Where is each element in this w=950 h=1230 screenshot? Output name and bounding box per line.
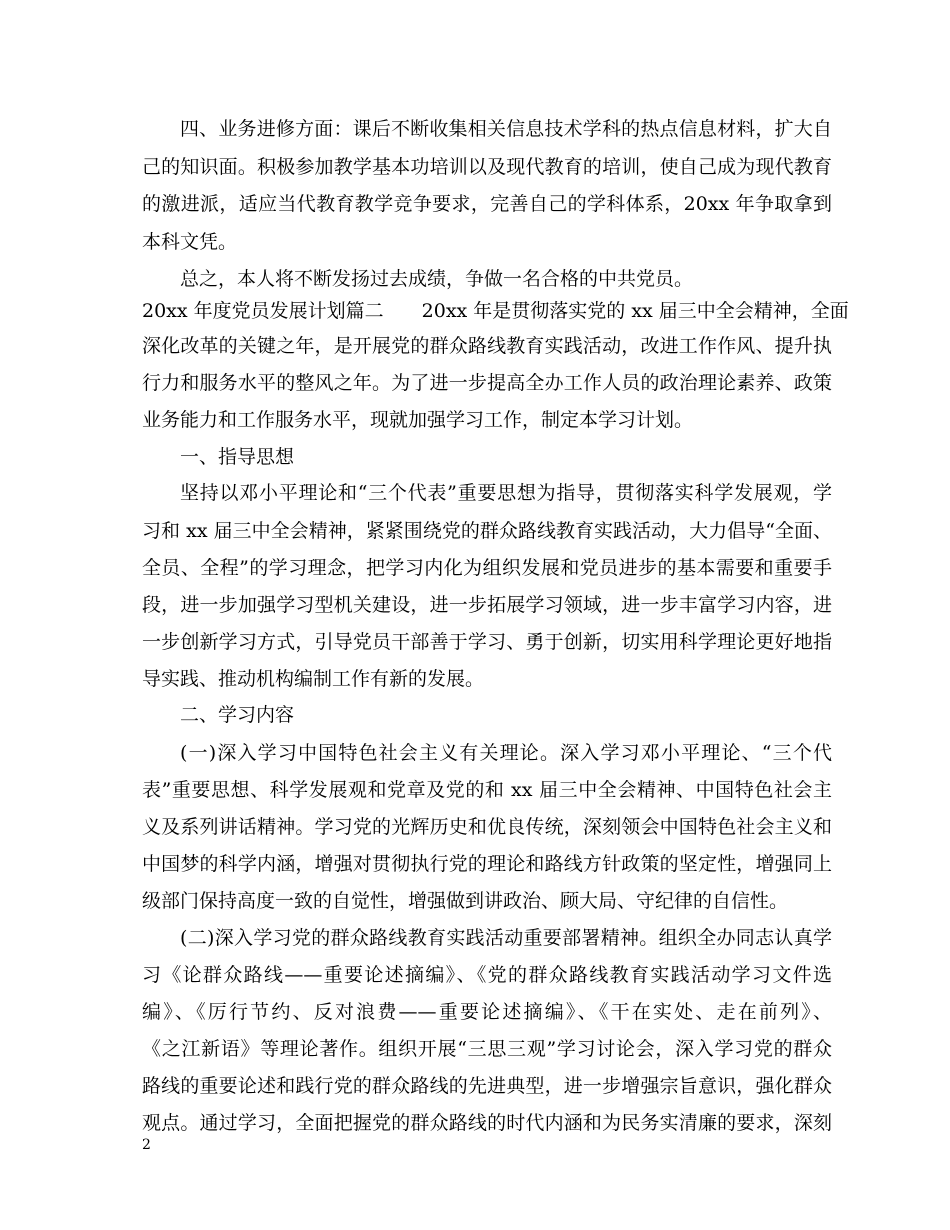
text-line: (一)深入学习中国特色社会主义有关理论。深入学习邓小平理论、“三个代 <box>180 742 832 764</box>
section-heading: 一、指导思想 <box>180 446 295 468</box>
text-line: 段，进一步加强学习型机关建设，进一步拓展学习领域，进一步丰富学习内容，进 <box>142 594 832 616</box>
text-line: 导实践、推动机构编制工作有新的发展。 <box>142 668 485 690</box>
text-line: 己的知识面。积极参加教学基本功培训以及现代教育的培训，使自己成为现代教育 <box>142 156 832 178</box>
text-line: 四、业务进修方面：课后不断收集相关信息技术学科的热点信息材料，扩大自 <box>180 118 832 140</box>
text-line: 一步创新学习方式，引导党员干部善于学习、勇于创新，切实用科学理论更好地指 <box>142 631 832 653</box>
section-heading: 二、学习内容 <box>180 704 295 726</box>
text-line: 路线的重要论述和践行党的群众路线的先进典型，进一步增强宗旨意识，强化群众 <box>142 1075 832 1097</box>
text-line: 全员、全程”的学习理念，把学习内化为组织发展和党员进步的基本需要和重要手 <box>142 557 832 579</box>
text-line: 表”重要思想、科学发展观和党章及党的和 xx 届三中全会精神、中国特色社会主 <box>142 779 832 801</box>
text-line: (二)深入学习党的群众路线教育实践活动重要部署精神。组织全办同志认真学 <box>180 927 832 949</box>
text-line: 业务能力和工作服务水平，现就加强学习工作，制定本学习计划。 <box>142 409 694 431</box>
text-line: 的激进派，适应当代教育教学竞争要求，完善自己的学科体系，20xx 年争取拿到 <box>142 193 832 215</box>
text-line: 坚持以邓小平理论和“三个代表”重要思想为指导，贯彻落实科学发展观，学 <box>180 482 832 504</box>
text-line: 编》、《厉行节约、反对浪费——重要论述摘编》、《干在实处、走在前列》、 <box>142 1001 832 1023</box>
text-line: 习《论群众路线——重要论述摘编》、《党的群众路线教育实践活动学习文件选 <box>142 964 832 986</box>
text-line: 本科文凭。 <box>142 231 238 253</box>
text-line: 行力和服务水平的整风之年。为了进一步提高全办工作人员的政治理论素养、政策 <box>142 372 832 394</box>
text-line: 总之，本人将不断发扬过去成绩，争做一名合格的中共党员。 <box>180 268 694 290</box>
text-line: 深化改革的关键之年，是开展党的群众路线教育实践活动，改进工作作风、提升执 <box>142 335 832 357</box>
text-line: 中国梦的科学内涵，增强对贯彻执行党的理论和路线方针政策的坚定性，增强同上 <box>142 853 832 875</box>
text-line: 习和 xx 届三中全会精神，紧紧围绕党的群众路线教育实践活动，大力倡导“全面、 <box>142 520 832 542</box>
text-line: 《之江新语》等理论著作。组织开展“三思三观”学习讨论会，深入学习党的群众 <box>142 1038 832 1060</box>
text-line: 级部门保持高度一致的自觉性，增强做到讲政治、顾大局、守纪律的自信性。 <box>142 890 789 912</box>
text-line: 观点。通过学习，全面把握党的群众路线的时代内涵和为民务实清廉的要求，深刻 <box>142 1112 832 1134</box>
text-line: 20xx 年度党员发展计划篇二 20xx 年是贯彻落实党的 xx 届三中全会精神，全面 <box>142 300 849 322</box>
page-number: 2 <box>142 1137 151 1153</box>
text-line: 义及系列讲话精神。学习党的光辉历史和优良传统，深刻领会中国特色社会主义和 <box>142 816 832 838</box>
